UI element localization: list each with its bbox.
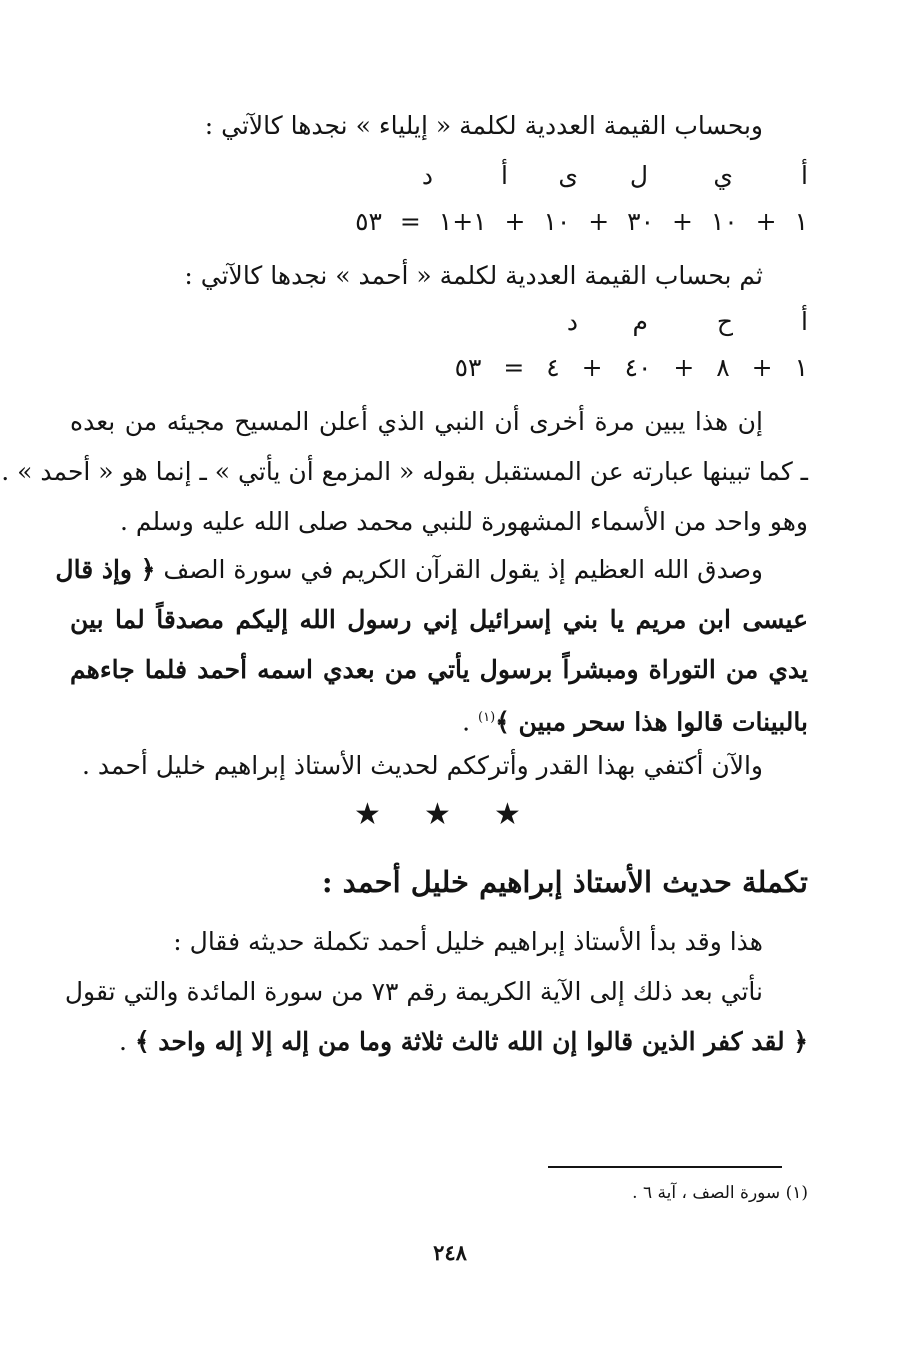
ahmad-letter-4: د [566, 307, 578, 336]
para7-line1: نأتي بعد ذلك إلى الآية الكريمة رقم ٧٣ من سورة المائدة والتي تقول [64, 977, 763, 1006]
section-heading: تكملة حديث الأستاذ إبراهيم خليل أحمد : [321, 865, 808, 899]
para4-line4 [462, 698, 808, 742]
footnote-ref: (١) [478, 710, 496, 725]
para4-line2-quran: عيسى ابن مريم يا بني إسرائيل إني رسول الله إليكم مصدقاً لما بين [70, 605, 808, 634]
para6: هذا وقد بدأ الأستاذ إبراهيم خليل أحمد تكملة حديثه فقال : [173, 927, 763, 956]
para4-line3-quran: يدي من التوراة ومبشراً برسول يأتي من بعدي اسمه أحمد فلما جاءهم [70, 655, 808, 684]
ahmad-letter-3: م [632, 307, 648, 336]
para2-intro: ثم بحساب القيمة العددية لكلمة « أحمد » نجدها كالآتي : [184, 261, 763, 290]
para3-line1: إن هذا يبين مرة أخرى أن النبي الذي أعلن المسيح مجيئه من بعده [70, 407, 763, 436]
iliya-letter-6: د [421, 161, 433, 190]
iliya-letter-4: ى [558, 161, 578, 190]
para1-intro: وبحساب القيمة العددية لكلمة « إيلياء » نجدها كالآتي : [204, 111, 763, 140]
iliya-letter-3: ل [629, 161, 648, 190]
iliya-letters-row [90, 156, 808, 196]
para3-line2: ـ كما تبينها عبارته عن المستقبل بقوله « المزمع أن يأتي » ـ إنما هو « أحمد » . [1, 457, 808, 486]
footnote: (١) سورة الصف ، آية ٦ . [632, 1183, 808, 1203]
para3-line3: وهو واحد من الأسماء المشهورة للنبي محمد صلى الله عليه وسلم . [119, 507, 808, 536]
para5: والآن أكتفي بهذا القدر وأترككم لحديث الأستاذ إبراهيم خليل أحمد . [81, 751, 763, 780]
para4-line1-quran-start: ﴿ وإذ قال [55, 555, 156, 584]
ahmad-letter-2: ح [716, 307, 733, 336]
para4-line4-quran-end: بالبينات قالوا هذا سحر مبين ﴾ [495, 707, 808, 737]
iliya-equation: ١ + ١٠ + ٣٠ + ١٠ + ١+١ = ٥٣ [355, 207, 808, 236]
star-icon: ★ [424, 797, 451, 832]
ahmad-equation: ١ + ٨ + ٤٠ + ٤ = ٥٣ [454, 353, 808, 382]
page-number: ٢٤٨ [433, 1240, 467, 1265]
iliya-letter-2: ي [713, 161, 733, 190]
para4-line1-plain: وصدق الله العظيم إذ يقول القرآن الكريم في سورة الصف [163, 555, 763, 584]
star-icon: ★ [494, 797, 521, 832]
para7-line2 [119, 1022, 808, 1062]
section-separator [340, 798, 540, 832]
para7-quran-verse: ﴿ لقد كفر الذين قالوا إن الله ثالث ثلاثة وما من إله إلا إله واحد ﴾ [134, 1027, 808, 1056]
iliya-letter-1: أ [801, 161, 808, 190]
para7-line2-end: . [119, 1027, 135, 1056]
para4-line1 [55, 550, 763, 590]
ahmad-letters-row [90, 302, 808, 342]
star-icon: ★ [354, 797, 381, 832]
ahmad-letter-1: أ [801, 307, 808, 336]
para4-line4-end: . [462, 707, 479, 737]
footnote-divider [548, 1166, 782, 1168]
iliya-letter-5: أ [501, 161, 508, 190]
